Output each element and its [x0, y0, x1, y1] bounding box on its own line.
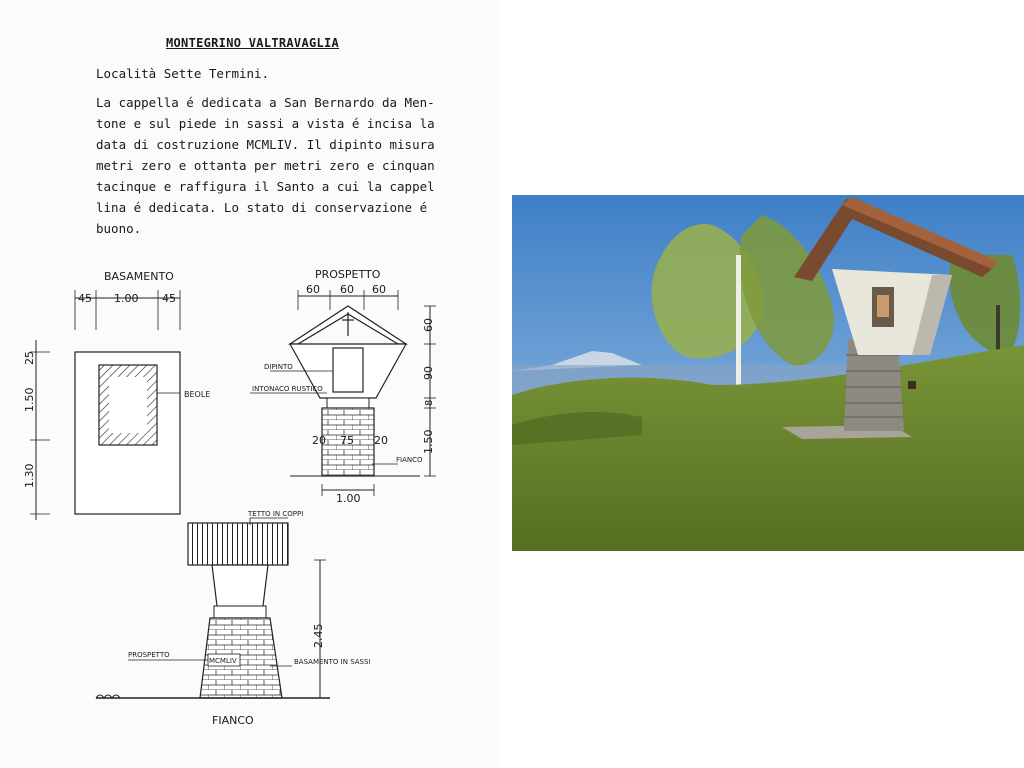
paragraph-line: La cappella é dedicata a San Bernardo da Men- — [96, 95, 435, 110]
basamento-side-dim: 1.30 — [23, 463, 36, 488]
prospetto-label: FIANCO — [396, 456, 423, 464]
basamento-dim: 45 — [162, 292, 176, 305]
prospetto-inner-dim: 20 — [374, 434, 388, 447]
basamento-title: BASAMENTO — [104, 270, 174, 283]
prospetto-dim: 60 — [306, 283, 320, 296]
prospetto-side-dim: 60 — [422, 318, 435, 332]
basamento-plan — [23, 270, 210, 520]
paragraph-line: buono. — [96, 221, 142, 236]
basamento-side-dim: 25 — [23, 351, 36, 365]
description-paragraph — [96, 92, 435, 239]
paragraph-line: lina é dedicata. Lo stato di conservazione é — [96, 200, 428, 215]
prospetto-inner-dim: 20 — [312, 434, 326, 447]
prospetto-side-dim: 1.50 — [422, 429, 435, 454]
paragraph-line: tacinque e raffigura il Santo a cui la cappel — [96, 179, 435, 194]
technical-drawings — [0, 240, 500, 740]
fianco-inscription: MCMLIV — [209, 657, 237, 665]
paragraph-line: data di costruzione MCMLIV. Il dipinto misura — [96, 137, 435, 152]
birch-trunk — [736, 255, 741, 399]
fianco-elevation — [96, 510, 371, 727]
basamento-dim: 45 — [78, 292, 92, 305]
fianco-label: BASAMENTO IN SASSI — [294, 658, 371, 666]
prospetto-side-dim: 8 — [424, 399, 435, 406]
chapel-photo — [512, 195, 1024, 551]
locality-line: Località Sette Termini. — [96, 66, 270, 81]
paragraph-line: metri zero e ottanta per metri zero e cinquan — [96, 158, 435, 173]
document-sheet — [0, 0, 500, 768]
prospetto-label: INTONACO RUSTICO — [252, 385, 323, 393]
basamento-note: BEOLE — [184, 390, 211, 399]
fianco-title: FIANCO — [212, 714, 254, 727]
prospetto-title: PROSPETTO — [315, 268, 381, 281]
prospetto-dim: 60 — [340, 283, 354, 296]
prospetto-dim: 60 — [372, 283, 386, 296]
basamento-dim: 1.00 — [114, 292, 139, 305]
prospetto-inner-dim: 75 — [340, 434, 354, 447]
document-title: MONTEGRINO VALTRAVAGLIA — [166, 36, 340, 50]
paragraph-line: tone e sul piede in sassi a vista é incisa la — [96, 116, 435, 131]
fianco-label: PROSPETTO — [128, 651, 170, 659]
prospetto-label: DIPINTO — [264, 363, 293, 371]
fianco-label: TETTO IN COPPI — [248, 510, 304, 518]
prospetto-side-dim: 90 — [422, 366, 435, 380]
prospetto-bottom-dim: 1.00 — [336, 492, 361, 505]
basamento-side-dim: 1.50 — [23, 387, 36, 412]
prospetto-elevation — [250, 268, 436, 505]
fianco-side-dim: 2.45 — [312, 623, 325, 648]
